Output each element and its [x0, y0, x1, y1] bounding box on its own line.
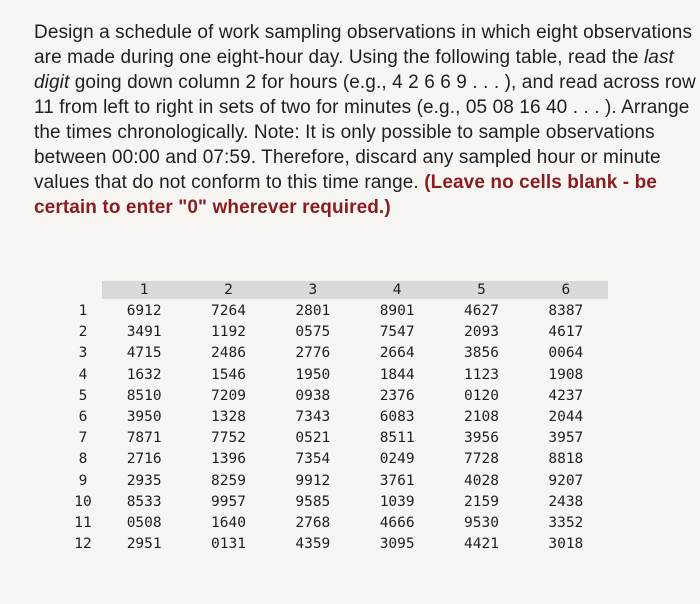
- row-number: 7: [78, 430, 88, 447]
- column-header-1: 1: [102, 281, 186, 299]
- table-cell: 2438: [548, 493, 584, 510]
- question-note: (Leave no cells blank - be certain to enter "0" wherever required.): [34, 172, 657, 218]
- table-cell: 0249: [379, 451, 415, 468]
- table-cell: 1908: [548, 366, 584, 383]
- column-header-2: 2: [186, 281, 270, 299]
- table-cell: 7871: [126, 430, 162, 447]
- table-cell: 7728: [464, 451, 499, 468]
- table-row: [68, 471, 608, 492]
- column-header-4: 4: [355, 281, 439, 299]
- table-cell: 2108: [464, 409, 499, 426]
- table-cell: 9912: [295, 472, 331, 489]
- table-cell: 4359: [295, 536, 331, 553]
- row-number: 12: [74, 536, 92, 553]
- table-cell: 2935: [126, 472, 162, 489]
- table-cell: 0575: [295, 324, 331, 341]
- table-cell: 8533: [126, 493, 162, 510]
- table-cell: 4028: [464, 472, 499, 489]
- table-row: [68, 534, 608, 555]
- table-row: [68, 428, 608, 449]
- table-cell: 9957: [211, 493, 246, 510]
- table-cell: 8510: [126, 387, 162, 404]
- row-number: 2: [78, 324, 88, 341]
- table-corner: [68, 281, 102, 299]
- table-cell: 3095: [379, 536, 415, 553]
- table-cell: 9207: [548, 472, 584, 489]
- table-cell: 7264: [211, 303, 246, 320]
- table-row: [68, 407, 608, 428]
- table-row: [68, 513, 608, 534]
- table-cell: 8511: [379, 430, 415, 447]
- row-number: 1: [78, 303, 88, 320]
- table-cell: 3352: [548, 514, 584, 531]
- table-cell: 8901: [379, 303, 415, 320]
- row-number: 9: [78, 472, 88, 489]
- table-cell: 0131: [211, 536, 246, 553]
- table-cell: 4627: [464, 303, 499, 320]
- table-cell: 4237: [548, 387, 584, 404]
- table-cell: 0938: [295, 387, 331, 404]
- table-cell: 3956: [464, 430, 499, 447]
- table-header-row: [68, 281, 608, 299]
- table-cell: 1396: [211, 451, 246, 468]
- table-cell: 2768: [295, 514, 331, 531]
- table-cell: 8387: [548, 303, 584, 320]
- row-number: 10: [74, 493, 92, 510]
- table-cell: 2159: [464, 493, 499, 510]
- table-cell: 2951: [126, 536, 162, 553]
- table-cell: 3957: [548, 430, 584, 447]
- table-cell: 0064: [548, 345, 584, 362]
- table-cell: 2044: [548, 409, 584, 426]
- row-number: 5: [78, 387, 88, 404]
- table-cell: 2664: [379, 345, 415, 362]
- table-cell: 3950: [126, 409, 162, 426]
- table-cell: 4715: [126, 345, 162, 362]
- table-cell: 1640: [211, 514, 246, 531]
- row-number: 3: [78, 345, 88, 362]
- table-cell: 2716: [126, 451, 162, 468]
- table-row: [68, 386, 608, 407]
- table-cell: 1123: [464, 366, 499, 383]
- table-cell: 9530: [464, 514, 499, 531]
- question-paragraph: [34, 20, 699, 220]
- row-number: 4: [78, 366, 88, 383]
- table-row: [68, 322, 608, 343]
- table-cell: 4421: [464, 536, 499, 553]
- table-cell: 1328: [211, 409, 246, 426]
- table-cell: 3856: [464, 345, 499, 362]
- column-header-6: 6: [524, 281, 608, 299]
- random-number-table: [68, 281, 608, 555]
- question-part2: going down column 2 for hours (e.g., 4 2 6 6 9 . . . ), and read across row 11 from left to right in sets of two for minutes (e.g., 05 08 16 40 . . . ). Arrange the times chronologically. Note: It is only possible to sample observations between 00:00 and 07:59. Therefore, discard any sampled hour or minute values that do not conform to this time range.: [34, 72, 696, 193]
- table-cell: 2776: [295, 345, 331, 362]
- table-cell: 7354: [295, 451, 331, 468]
- table-cell: 3761: [379, 472, 415, 489]
- table-cell: 7547: [379, 324, 415, 341]
- table-cell: 1546: [211, 366, 246, 383]
- table-row: [68, 299, 608, 322]
- table-cell: 4617: [548, 324, 584, 341]
- table-cell: 9585: [295, 493, 331, 510]
- table-cell: 8818: [548, 451, 584, 468]
- column-header-3: 3: [271, 281, 355, 299]
- table-cell: 7343: [295, 409, 331, 426]
- table-cell: 2093: [464, 324, 499, 341]
- table-cell: 2376: [379, 387, 415, 404]
- table-cell: 1950: [295, 366, 331, 383]
- table-cell: 6083: [379, 409, 415, 426]
- column-header-5: 5: [439, 281, 523, 299]
- table-cell: 2801: [295, 303, 331, 320]
- row-number: 6: [78, 409, 88, 426]
- table-cell: 7752: [211, 430, 246, 447]
- table-cell: 1192: [211, 324, 246, 341]
- table-cell: 8259: [211, 472, 246, 489]
- table-cell: 0521: [295, 430, 331, 447]
- table-cell: 1844: [379, 366, 415, 383]
- table-row: [68, 492, 608, 513]
- table-cell: 2486: [211, 345, 246, 362]
- question-text: [34, 20, 699, 220]
- table-cell: 1039: [379, 493, 415, 510]
- table-cell: 3491: [126, 324, 162, 341]
- table-cell: 3018: [548, 536, 584, 553]
- table-cell: 0120: [464, 387, 499, 404]
- table-cell: 4666: [379, 514, 415, 531]
- row-number: 11: [74, 514, 92, 531]
- table-cell: 0508: [126, 514, 162, 531]
- table-row: [68, 365, 608, 386]
- table-row: [68, 343, 608, 364]
- question-emphasis: last digit: [34, 47, 674, 93]
- table-row: [68, 449, 608, 470]
- question-part1: Design a schedule of work sampling observations in which eight observations are made during one eight-hour day. Using the following table, read the: [34, 22, 693, 68]
- table-cell: 7209: [211, 387, 246, 404]
- row-number: 8: [78, 451, 88, 468]
- table-cell: 6912: [126, 303, 162, 320]
- table-cell: 1632: [126, 366, 162, 383]
